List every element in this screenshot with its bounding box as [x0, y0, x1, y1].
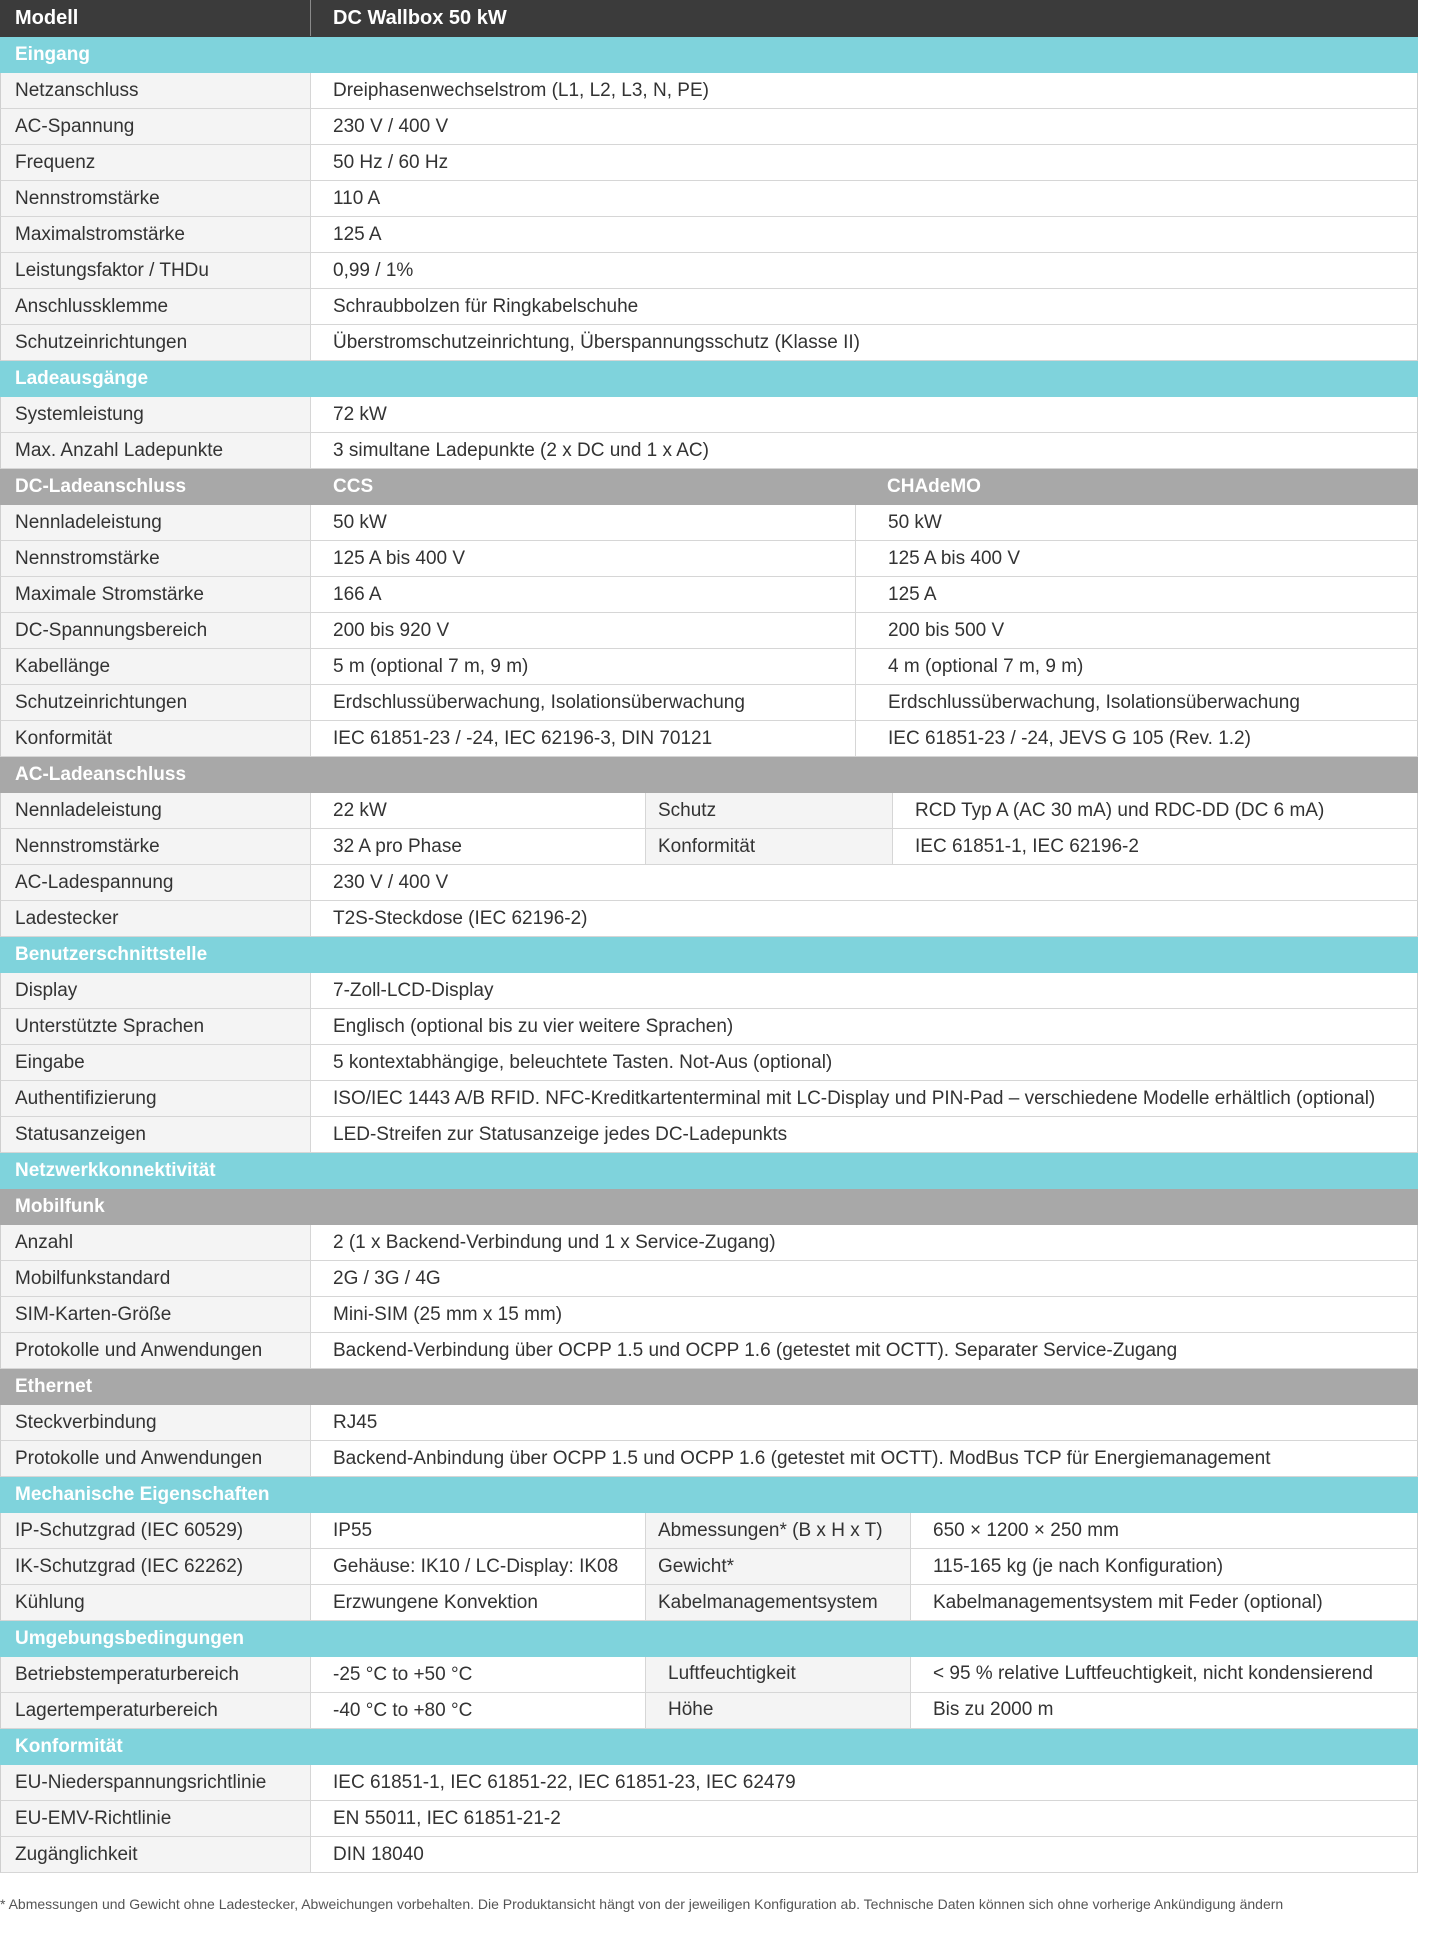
row-label: Betriebstemperaturbereich — [1, 1657, 311, 1692]
row-value: 110 A — [333, 187, 381, 209]
table-row — [0, 613, 1418, 649]
row-label-2: Konformität — [645, 829, 893, 864]
row-value: Backend-Anbindung über OCPP 1.5 und OCPP 1.6 (getestet mit OCTT). ModBus TCP für Energiemanagement — [333, 1447, 1271, 1469]
row-value: 22 kW — [333, 799, 387, 821]
section-header — [0, 1369, 1418, 1405]
row-label: Konformität — [1, 721, 311, 756]
row-value: 5 kontextabhängige, beleuchtete Tasten. Not-Aus (optional) — [333, 1051, 833, 1073]
row-value: RJ45 — [333, 1411, 378, 1433]
section-title: AC-Ladeanschluss — [15, 763, 187, 785]
row-label: AC-Spannung — [1, 109, 311, 144]
ccs-value: 200 bis 920 V — [333, 619, 450, 641]
table-row — [0, 1585, 1418, 1621]
row-label: Maximale Stromstärke — [1, 577, 311, 612]
row-value: 125 A — [333, 223, 382, 245]
row-label-2: Luftfeuchtigkeit — [645, 1657, 911, 1692]
row-value: DIN 18040 — [333, 1843, 424, 1865]
row-label: Leistungsfaktor / THDu — [1, 253, 311, 288]
ccs-value: IEC 61851-23 / -24, IEC 62196-3, DIN 70121 — [333, 727, 713, 749]
row-label-2: Kabelmanagementsystem — [645, 1585, 911, 1620]
row-label: Zugänglichkeit — [1, 1837, 311, 1872]
ccs-value: 50 kW — [333, 511, 387, 533]
row-label: Frequenz — [1, 145, 311, 180]
row-label: SIM-Karten-Größe — [1, 1297, 311, 1332]
row-label: Kabellänge — [1, 649, 311, 684]
row-value: 2G / 3G / 4G — [333, 1267, 441, 1289]
row-value: EN 55011, IEC 61851-21-2 — [333, 1807, 561, 1829]
row-value: IEC 61851-1, IEC 61851-22, IEC 61851-23, IEC 62479 — [333, 1771, 796, 1793]
table-row — [0, 901, 1418, 937]
chademo-value: 50 kW — [855, 505, 1417, 540]
row-value: IP55 — [333, 1519, 373, 1541]
row-label: AC-Ladespannung — [1, 865, 311, 900]
table-row — [0, 649, 1418, 685]
section-header — [0, 361, 1418, 397]
row-label: Mobilfunkstandard — [1, 1261, 311, 1296]
row-label: Schutzeinrichtungen — [1, 685, 311, 720]
row-value-2: 115-165 kg (je nach Konfiguration) — [933, 1555, 1224, 1577]
section-title: Ladeausgänge — [15, 367, 149, 389]
table-header — [0, 0, 1418, 37]
section-header — [0, 1153, 1418, 1189]
table-row — [0, 433, 1418, 469]
section-title: Benutzerschnittstelle — [15, 943, 208, 965]
row-label: Statusanzeigen — [1, 1117, 311, 1152]
row-label: Protokolle und Anwendungen — [1, 1441, 311, 1476]
column-ccs: CCS — [333, 475, 374, 497]
row-value: 3 simultane Ladepunkte (2 x DC und 1 x AC) — [333, 439, 709, 461]
table-row — [0, 181, 1418, 217]
section-title: DC-Ladeanschluss — [15, 475, 187, 497]
section-title: Ethernet — [15, 1375, 93, 1397]
row-value-2: IEC 61851-1, IEC 62196-2 — [915, 835, 1139, 857]
section-header — [0, 1477, 1418, 1513]
chademo-value: 200 bis 500 V — [855, 613, 1417, 648]
table-row — [0, 73, 1418, 109]
row-value-2: Kabelmanagementsystem mit Feder (optional) — [933, 1591, 1323, 1613]
table-row — [0, 325, 1418, 361]
section-title: Umgebungsbedingungen — [15, 1627, 245, 1649]
table-row — [0, 109, 1418, 145]
row-value: 50 Hz / 60 Hz — [333, 151, 449, 173]
chademo-value: 125 A bis 400 V — [855, 541, 1417, 576]
table-row — [0, 1513, 1418, 1549]
row-label: Eingabe — [1, 1045, 311, 1080]
row-value: Erzwungene Konvektion — [333, 1591, 538, 1613]
row-label: Protokolle und Anwendungen — [1, 1333, 311, 1368]
row-value-2: RCD Typ A (AC 30 mA) und RDC-DD (DC 6 mA) — [915, 799, 1325, 821]
ccs-value: 125 A bis 400 V — [333, 547, 466, 569]
footnote: * Abmessungen und Gewicht ohne Ladestecker, Abweichungen vorbehalten. Die Produktansicht hängt von der jeweiligen Konfiguration ab. Technische Daten können sich ohne vorherige Ankündigung ändern — [0, 1896, 1284, 1912]
table-row — [0, 1657, 1418, 1693]
row-value: 7-Zoll-LCD-Display — [333, 979, 494, 1001]
row-value: 230 V / 400 V — [333, 115, 449, 137]
row-label: EU-Niederspannungsrichtlinie — [1, 1765, 311, 1800]
row-label: Steckverbindung — [1, 1405, 311, 1440]
row-label-2: Gewicht* — [645, 1549, 911, 1584]
table-row — [0, 1225, 1418, 1261]
row-value: LED-Streifen zur Statusanzeige jedes DC-Ladepunkts — [333, 1123, 788, 1145]
table-row — [0, 145, 1418, 181]
section-title: Mobilfunk — [15, 1195, 105, 1217]
section-header — [0, 1621, 1418, 1657]
row-label: Systemleistung — [1, 397, 311, 432]
row-value: Schraubbolzen für Ringkabelschuhe — [333, 295, 639, 317]
row-value-2: Bis zu 2000 m — [933, 1699, 1054, 1720]
table-row — [0, 1117, 1418, 1153]
row-label: EU-EMV-Richtlinie — [1, 1801, 311, 1836]
row-label: Lagertemperaturbereich — [1, 1693, 311, 1728]
row-value-2: 650 × 1200 × 250 mm — [933, 1519, 1119, 1541]
row-label-2: Höhe — [645, 1693, 911, 1728]
chademo-value: 4 m (optional 7 m, 9 m) — [855, 649, 1417, 684]
row-label: Nennladeleistung — [1, 793, 311, 828]
row-value: 230 V / 400 V — [333, 871, 449, 893]
section-header-dc — [0, 469, 1418, 505]
table-row — [0, 1837, 1418, 1873]
row-value: -25 °C to +50 °C — [333, 1663, 473, 1685]
row-value: Mini-SIM (25 mm x 15 mm) — [333, 1303, 563, 1325]
table-row — [0, 1405, 1418, 1441]
row-label: Schutzeinrichtungen — [1, 325, 311, 360]
row-value: Überstromschutzeinrichtung, Überspannungsschutz (Klasse II) — [333, 331, 860, 353]
table-row — [0, 541, 1418, 577]
section-title: Netzwerkkonnektivität — [15, 1159, 216, 1181]
table-row — [0, 793, 1418, 829]
section-title: Eingang — [15, 43, 90, 65]
table-row — [0, 505, 1418, 541]
row-label-2: Schutz — [645, 793, 893, 828]
row-value: Englisch (optional bis zu vier weitere Sprachen) — [333, 1015, 734, 1037]
column-chademo: CHAdeMO — [887, 475, 981, 497]
row-label: IP-Schutzgrad (IEC 60529) — [1, 1513, 311, 1548]
table-row — [0, 865, 1418, 901]
row-label: Nennstromstärke — [1, 829, 311, 864]
table-row — [0, 1801, 1418, 1837]
row-label: Anzahl — [1, 1225, 311, 1260]
row-label: Anschlussklemme — [1, 289, 311, 324]
chademo-value: IEC 61851-23 / -24, JEVS G 105 (Rev. 1.2) — [855, 721, 1417, 756]
section-header — [0, 37, 1418, 73]
section-header — [0, 1729, 1418, 1765]
row-label-2: Abmessungen* (B x H x T) — [645, 1513, 911, 1548]
section-header — [0, 757, 1418, 793]
row-label: Nennstromstärke — [1, 541, 311, 576]
header-label: Modell — [1, 0, 311, 36]
table-row — [0, 289, 1418, 325]
table-row — [0, 973, 1418, 1009]
table-row — [0, 685, 1418, 721]
row-value: T2S-Steckdose (IEC 62196-2) — [333, 907, 588, 929]
row-label: IK-Schutzgrad (IEC 62262) — [1, 1549, 311, 1584]
row-label: Nennladeleistung — [1, 505, 311, 540]
row-label: DC-Spannungsbereich — [1, 613, 311, 648]
row-label: Nennstromstärke — [1, 181, 311, 216]
table-row — [0, 397, 1418, 433]
model-name: DC Wallbox 50 kW — [333, 6, 507, 29]
row-value: 2 (1 x Backend-Verbindung und 1 x Service-Zugang) — [333, 1231, 776, 1253]
table-row — [0, 1009, 1418, 1045]
row-value: 32 A pro Phase — [333, 835, 462, 857]
row-label: Netzanschluss — [1, 73, 311, 108]
row-value: Backend-Verbindung über OCPP 1.5 und OCPP 1.6 (getestet mit OCTT). Separater Service-Zugang — [333, 1339, 1178, 1361]
row-value: Gehäuse: IK10 / LC-Display: IK08 — [333, 1555, 619, 1577]
row-value: -40 °C to +80 °C — [333, 1699, 473, 1721]
table-row — [0, 721, 1418, 757]
table-row — [0, 1441, 1418, 1477]
row-label: Unterstützte Sprachen — [1, 1009, 311, 1044]
table-row — [0, 1045, 1418, 1081]
row-value: ISO/IEC 1443 A/B RFID. NFC-Kreditkartenterminal mit LC-Display und PIN-Pad – verschiedene Modelle erhältlich (optional) — [333, 1087, 1376, 1109]
row-label: Ladestecker — [1, 901, 311, 936]
table-row — [0, 1081, 1418, 1117]
section-header — [0, 937, 1418, 973]
row-value-2: < 95 % relative Luftfeuchtigkeit, nicht kondensierend — [933, 1663, 1373, 1684]
row-value: 0,99 / 1% — [333, 259, 414, 281]
chademo-value: 125 A — [855, 577, 1417, 612]
row-label: Kühlung — [1, 1585, 311, 1620]
chademo-value: Erdschlussüberwachung, Isolationsüberwachung — [855, 685, 1417, 720]
row-label: Display — [1, 973, 311, 1008]
table-row — [0, 577, 1418, 613]
ccs-value: 5 m (optional 7 m, 9 m) — [333, 655, 529, 677]
table-row — [0, 1693, 1418, 1729]
section-title: Mechanische Eigenschaften — [15, 1483, 270, 1505]
table-row — [0, 1765, 1418, 1801]
row-label: Authentifizierung — [1, 1081, 311, 1116]
section-header — [0, 1189, 1418, 1225]
table-row — [0, 1261, 1418, 1297]
section-title: Konformität — [15, 1735, 123, 1757]
table-row — [0, 1333, 1418, 1369]
table-row — [0, 829, 1418, 865]
ccs-value: Erdschlussüberwachung, Isolationsüberwachung — [333, 691, 745, 713]
table-row — [0, 1549, 1418, 1585]
row-label: Max. Anzahl Ladepunkte — [1, 433, 311, 468]
row-label: Maximalstromstärke — [1, 217, 311, 252]
row-value: 72 kW — [333, 403, 387, 425]
row-value: Dreiphasenwechselstrom (L1, L2, L3, N, PE) — [333, 79, 709, 101]
table-row — [0, 253, 1418, 289]
ccs-value: 166 A — [333, 583, 382, 605]
table-row — [0, 1297, 1418, 1333]
table-row — [0, 217, 1418, 253]
